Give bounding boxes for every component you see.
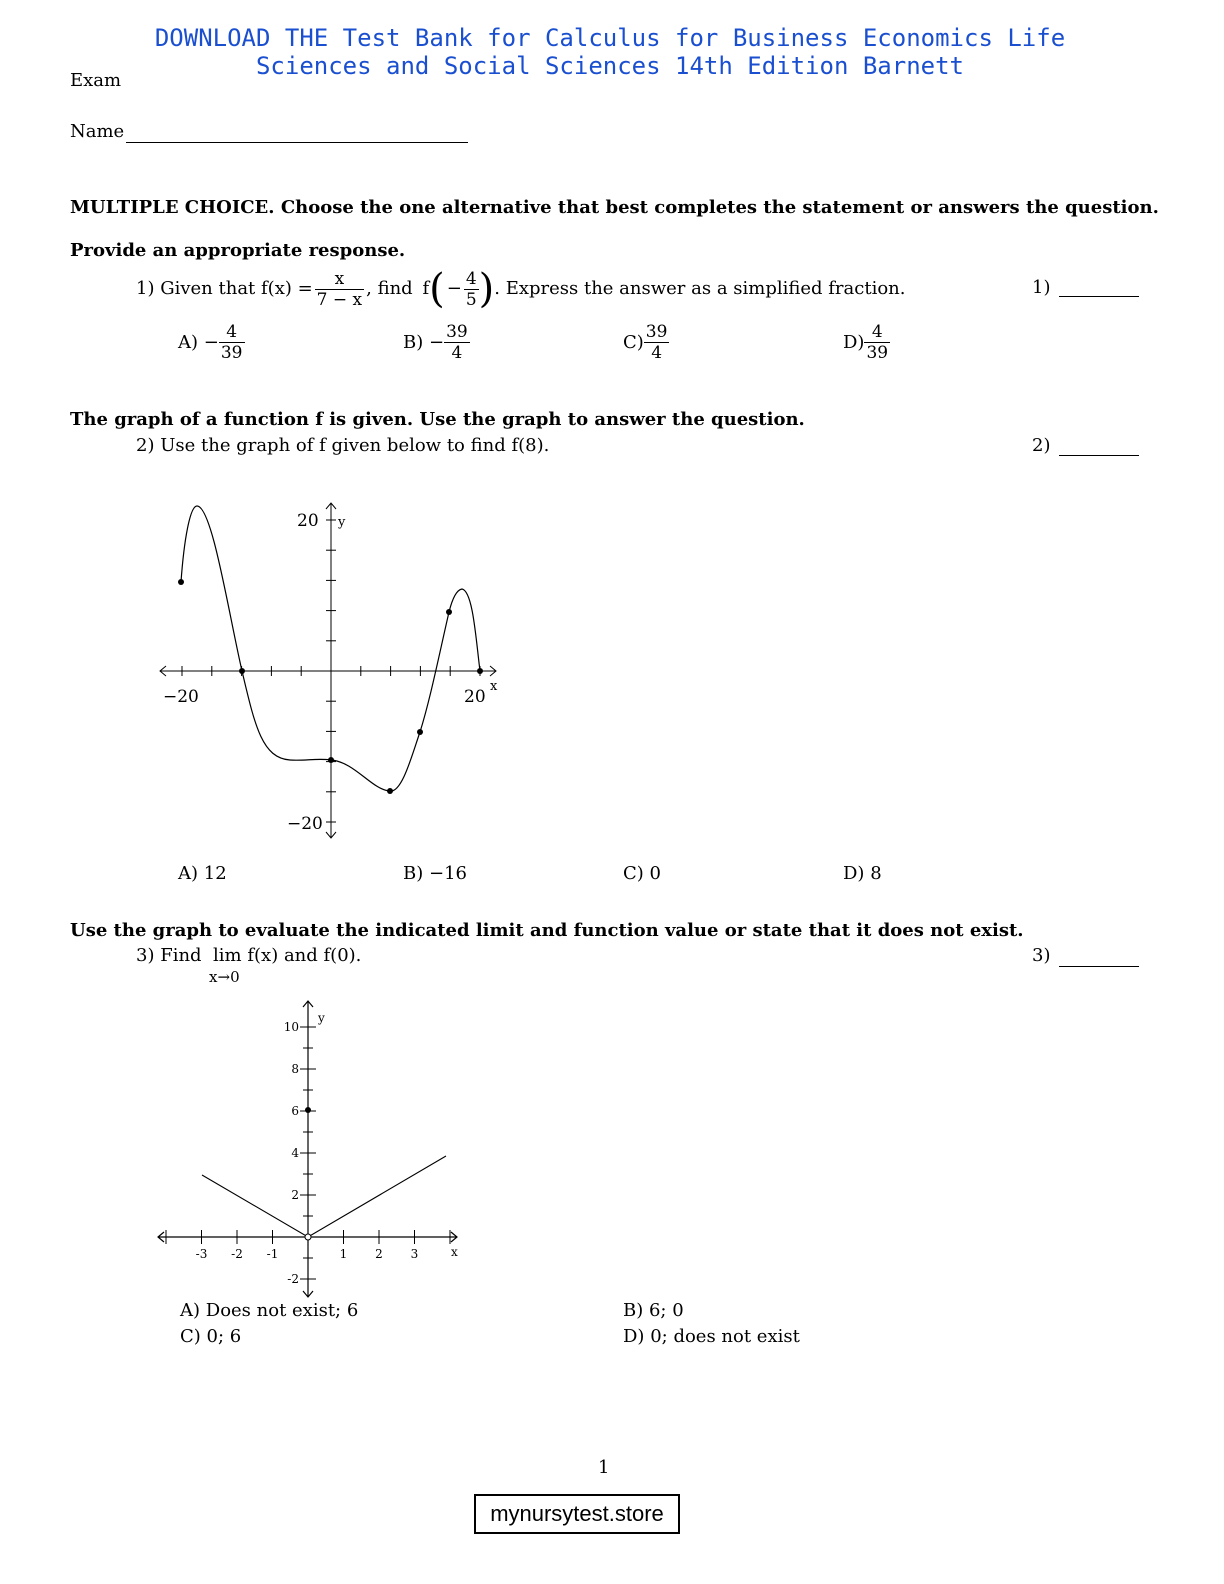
download-banner (60, 24, 1160, 80)
choice-den: 4 (451, 343, 463, 363)
q3-choice-b[interactable] (623, 1300, 684, 1322)
q2-point (477, 668, 483, 674)
q1-choice-c[interactable] (623, 322, 669, 363)
q3-choice-c[interactable] (180, 1326, 241, 1348)
name-field[interactable] (70, 121, 468, 143)
section-1-heading: Provide an appropriate response. (70, 240, 406, 261)
choice-text: 0; 6 (206, 1326, 242, 1347)
q1-answer-blank[interactable] (1059, 296, 1139, 297)
q2-point (446, 609, 452, 615)
question-2 (136, 435, 549, 457)
choice-text: 8 (870, 863, 882, 884)
footer-watermark[interactable]: mynursytest.store (474, 1494, 680, 1534)
q3-choice-a[interactable] (180, 1300, 358, 1322)
choice-num: 39 (645, 322, 668, 342)
q3-limit (209, 945, 242, 986)
page-number: 1 (598, 1457, 610, 1478)
q1-right-paren: ) (478, 266, 495, 312)
q1-arg-num: 4 (465, 268, 477, 289)
choice-text: 0 (649, 863, 661, 884)
choice-label: A) (178, 863, 199, 884)
q1-left-paren: ( (429, 266, 445, 312)
q2-choice-d[interactable] (843, 863, 882, 885)
q2-x-left-label: −20 (163, 687, 199, 707)
q3-y-tick-label: 4 (291, 1146, 299, 1160)
q1-choice-a[interactable] (178, 322, 245, 363)
choice-text: 6; 0 (648, 1300, 684, 1321)
q3-lim: lim (213, 945, 242, 966)
q2-point (178, 579, 184, 585)
q2-point (239, 668, 245, 674)
q3-y-tick-label: 10 (283, 1020, 299, 1034)
choice-label: A) (180, 1300, 201, 1321)
q1-function-fraction (315, 269, 364, 310)
choice-sign: − (428, 331, 445, 353)
banner-line-1: DOWNLOAD THE Test Bank for Calculus for Business Economics Life (154, 24, 1066, 52)
choice-label: B) (403, 331, 424, 353)
q3-x-tick-label: 2 (375, 1247, 383, 1261)
q2-choice-c[interactable] (623, 863, 661, 885)
q2-number: 2) (136, 435, 155, 456)
choice-label: D) (843, 331, 865, 353)
choice-label: B) (403, 863, 424, 884)
q3-x-tick-label: -1 (266, 1247, 279, 1261)
choice-text: 0; does not exist (650, 1326, 800, 1347)
q2-choice-b[interactable] (403, 863, 467, 885)
q2-function-graph (150, 495, 510, 845)
q3-answer-label: 3) (1032, 945, 1051, 966)
instructions: MULTIPLE CHOICE. Choose the one alternative that best completes the statement or answers the question. (70, 197, 1159, 218)
q3-y-tick-label: 8 (291, 1062, 299, 1076)
section-3-heading: Use the graph to evaluate the indicated limit and function value or state that it does not exist. (70, 920, 1024, 941)
q2-x-axis (160, 666, 496, 676)
q2-text: Use the graph of f given below to find f(8). (160, 435, 550, 456)
choice-text: Does not exist; 6 (205, 1300, 359, 1321)
q3-x-axis-label: x (451, 1245, 458, 1259)
question-1: 1) Given that f(x) = $\frac{x}{7 - x}$ , find f ( − $\frac{4}{5}$ ) . Express the answer as a simplified fraction. (136, 266, 906, 312)
q3-y-tick-label: 2 (291, 1188, 299, 1202)
q2-y-axis-label: y (338, 515, 346, 530)
q1-frac-num: x (315, 269, 364, 290)
q3-v-shape-curve (202, 1156, 446, 1237)
q1-choice-d[interactable] (843, 322, 890, 363)
q2-answer-label: 2) (1032, 435, 1051, 456)
q3-number: 3) (136, 945, 155, 966)
name-label: Name (70, 121, 125, 142)
q3-closed-point (305, 1107, 311, 1113)
choice-label: C) (623, 331, 644, 353)
q1-argument-fraction (464, 269, 479, 310)
q3-y-tick-label: -2 (287, 1272, 299, 1286)
q2-point (328, 757, 334, 763)
q2-y-top-label: 20 (297, 511, 319, 531)
q3-x-tick-label: 1 (339, 1247, 348, 1261)
q3-answer-blank[interactable] (1059, 966, 1139, 967)
q3-y-axis (303, 1001, 313, 1297)
q1-prefix: Given that f(x) = (160, 278, 313, 299)
choice-num: 4 (864, 322, 890, 343)
exam-label: Exam (70, 70, 122, 91)
choice-text: −16 (428, 863, 467, 884)
section-2-heading: The graph of a function f is given. Use the graph to answer the question. (70, 409, 805, 430)
banner-line-2: Sciences and Social Sciences 14th Edition Barnett (255, 52, 964, 80)
q3-y-tick-label: 6 (291, 1104, 299, 1118)
q2-x-axis-label: x (490, 679, 498, 694)
q3-find: Find (160, 945, 202, 966)
choice-label: D) (843, 863, 865, 884)
choice-sign: − (203, 331, 219, 353)
choice-label: A) (178, 331, 199, 353)
q3-rest: f(x) and f(0). (247, 945, 362, 966)
q2-y-bottom-label: −20 (287, 814, 323, 834)
choice-label: D) (623, 1326, 645, 1347)
choice-text: 12 (203, 863, 227, 884)
q2-x-right-label: 20 (464, 687, 486, 707)
q3-function-graph (150, 995, 470, 1300)
q3-lim-sub: x→0 (209, 968, 240, 986)
q1-frac-den: 7 − x (316, 289, 363, 310)
q1-suffix: . Express the answer as a simplified fraction. (494, 278, 906, 299)
question-3 (136, 945, 362, 986)
choice-label: B) (623, 1300, 644, 1321)
q3-open-point (305, 1234, 311, 1240)
q1-arg-f: f (422, 278, 430, 299)
q3-choice-d[interactable] (623, 1326, 800, 1348)
q1-arg-den: 5 (465, 289, 477, 310)
choice-den: 39 (866, 343, 889, 363)
q3-x-tick-label: 3 (410, 1247, 419, 1261)
choice-label: C) (180, 1326, 201, 1347)
choice-den: 4 (651, 343, 663, 363)
q2-answer-blank[interactable] (1059, 455, 1139, 456)
q3-y-axis-label: y (318, 1011, 325, 1025)
q2-point (387, 788, 393, 794)
q2-point (417, 729, 423, 735)
q1-answer-label: 1) (1032, 277, 1051, 298)
choice-num: 4 (219, 322, 245, 343)
q1-mid: , find (366, 278, 413, 299)
q1-choice-b[interactable] (403, 322, 470, 363)
q3-x-tick-label: -3 (195, 1247, 208, 1261)
choice-den: 39 (220, 343, 243, 363)
q3-x-tick-label: -2 (231, 1247, 243, 1261)
name-blank-line[interactable] (126, 142, 468, 143)
q1-number: 1) (136, 278, 155, 299)
q2-choice-a[interactable] (178, 863, 227, 885)
choice-num: 39 (446, 322, 468, 342)
choice-label: C) (623, 863, 644, 884)
